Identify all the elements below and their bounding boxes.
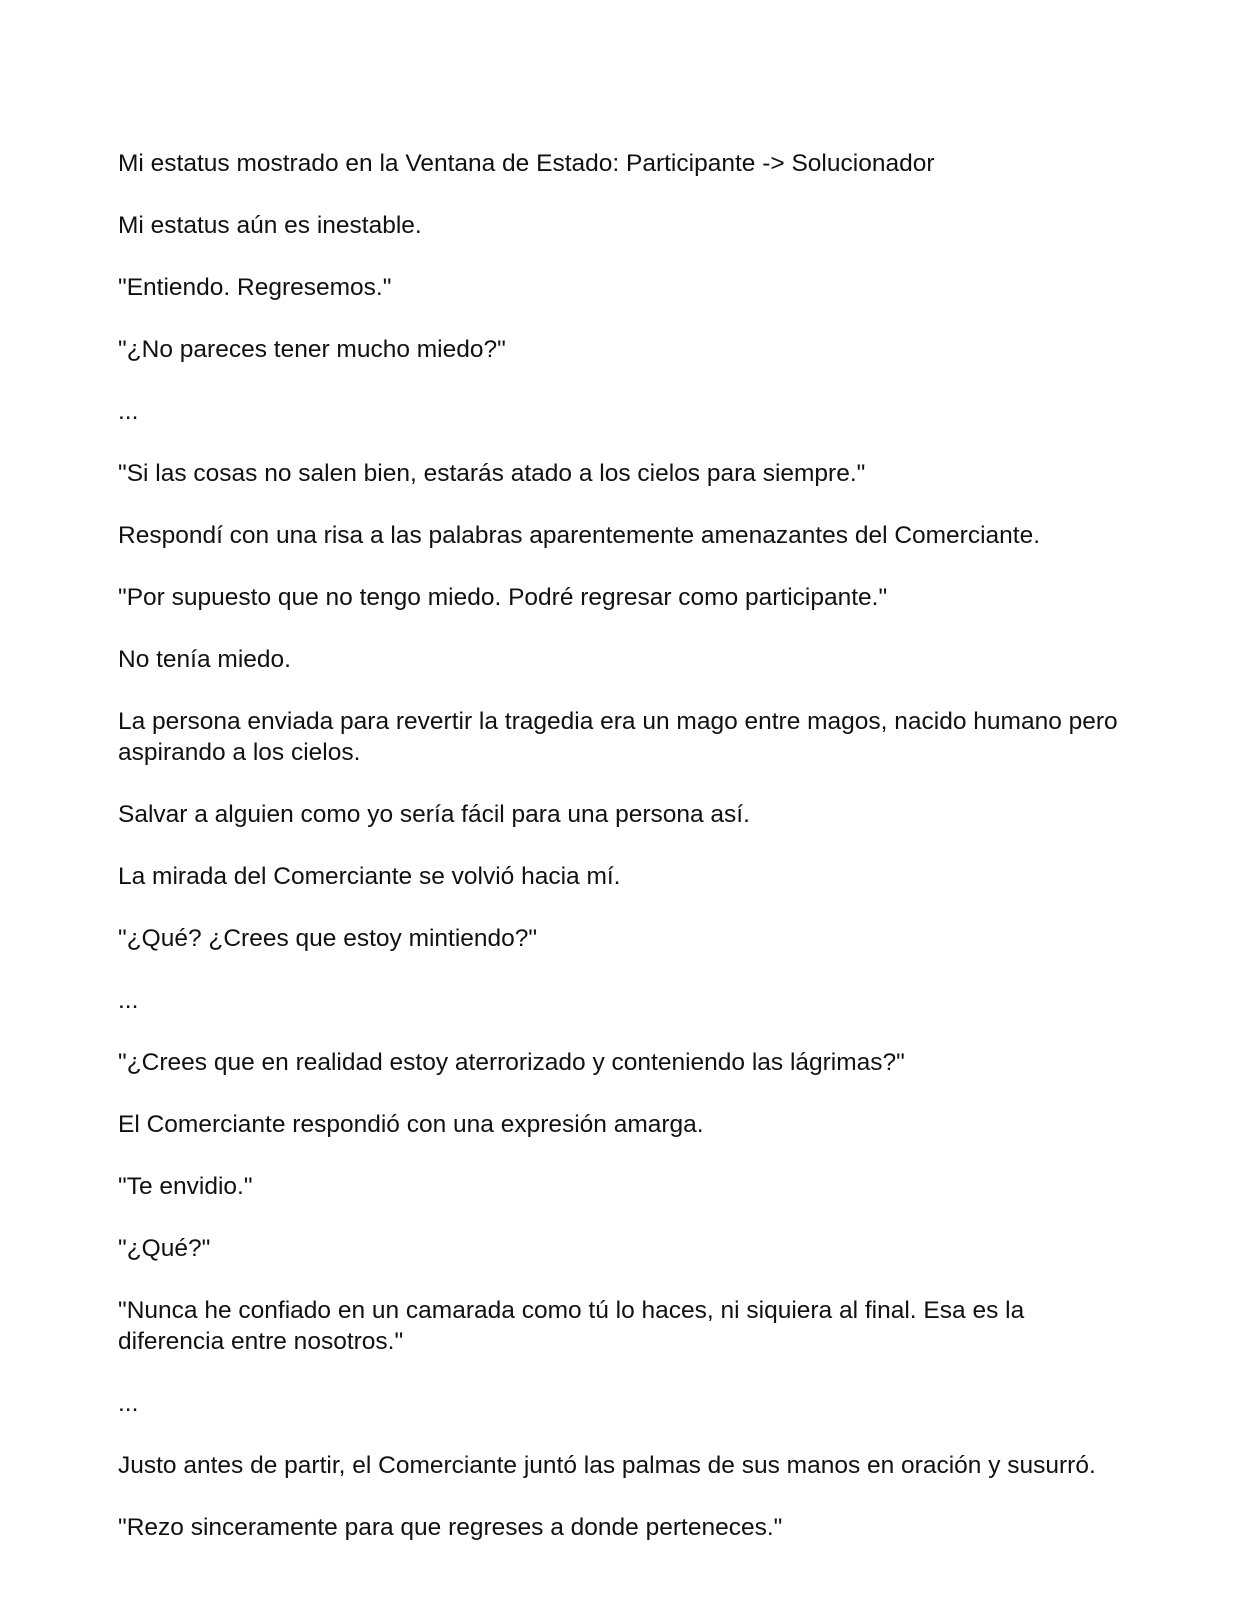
paragraph: Salvar a alguien como yo sería fácil para una persona así. xyxy=(118,801,750,828)
paragraph: "¿Qué? ¿Crees que estoy mintiendo?" xyxy=(118,925,538,952)
paragraph: "Si las cosas no salen bien, estarás atado a los cielos para siempre." xyxy=(118,460,866,487)
paragraph: La mirada del Comerciante se volvió hacia mí. xyxy=(118,863,621,890)
ellipsis-paragraph: ... xyxy=(118,987,139,1014)
paragraph: Mi estatus aún es inestable. xyxy=(118,212,422,239)
paragraph: Mi estatus mostrado en la Ventana de Estado: Participante -> Solucionador xyxy=(118,150,935,177)
paragraph: Justo antes de partir, el Comerciante juntó las palmas de sus manos en oración y susurró. xyxy=(118,1452,1096,1479)
document-body xyxy=(118,148,1133,1574)
paragraph: "Te envidio." xyxy=(118,1173,253,1200)
paragraph: "¿Qué?" xyxy=(118,1235,211,1262)
paragraph: "Por supuesto que no tengo miedo. Podré regresar como participante." xyxy=(118,584,888,611)
paragraph: "¿Crees que en realidad estoy aterrorizado y conteniendo las lágrimas?" xyxy=(118,1049,905,1076)
paragraph: Respondí con una risa a las palabras aparentemente amenazantes del Comerciante. xyxy=(118,522,1041,549)
paragraph: "Entiendo. Regresemos." xyxy=(118,274,392,301)
paragraph: "Nunca he confiado en un camarada como tú lo haces, ni siquiera al final. Esa es la diferencia entre nosotros." xyxy=(118,1297,1025,1355)
paragraph: La persona enviada para revertir la tragedia era un mago entre magos, nacido humano pero aspirando a los cielos. xyxy=(118,708,1118,766)
paragraph: "Rezo sinceramente para que regreses a donde perteneces." xyxy=(118,1514,783,1541)
paragraph: El Comerciante respondió con una expresión amarga. xyxy=(118,1111,704,1138)
ellipsis-paragraph: ... xyxy=(118,1390,139,1417)
paragraph: No tenía miedo. xyxy=(118,646,291,673)
ellipsis-paragraph: ... xyxy=(118,398,139,425)
paragraph: "¿No pareces tener mucho miedo?" xyxy=(118,336,506,363)
